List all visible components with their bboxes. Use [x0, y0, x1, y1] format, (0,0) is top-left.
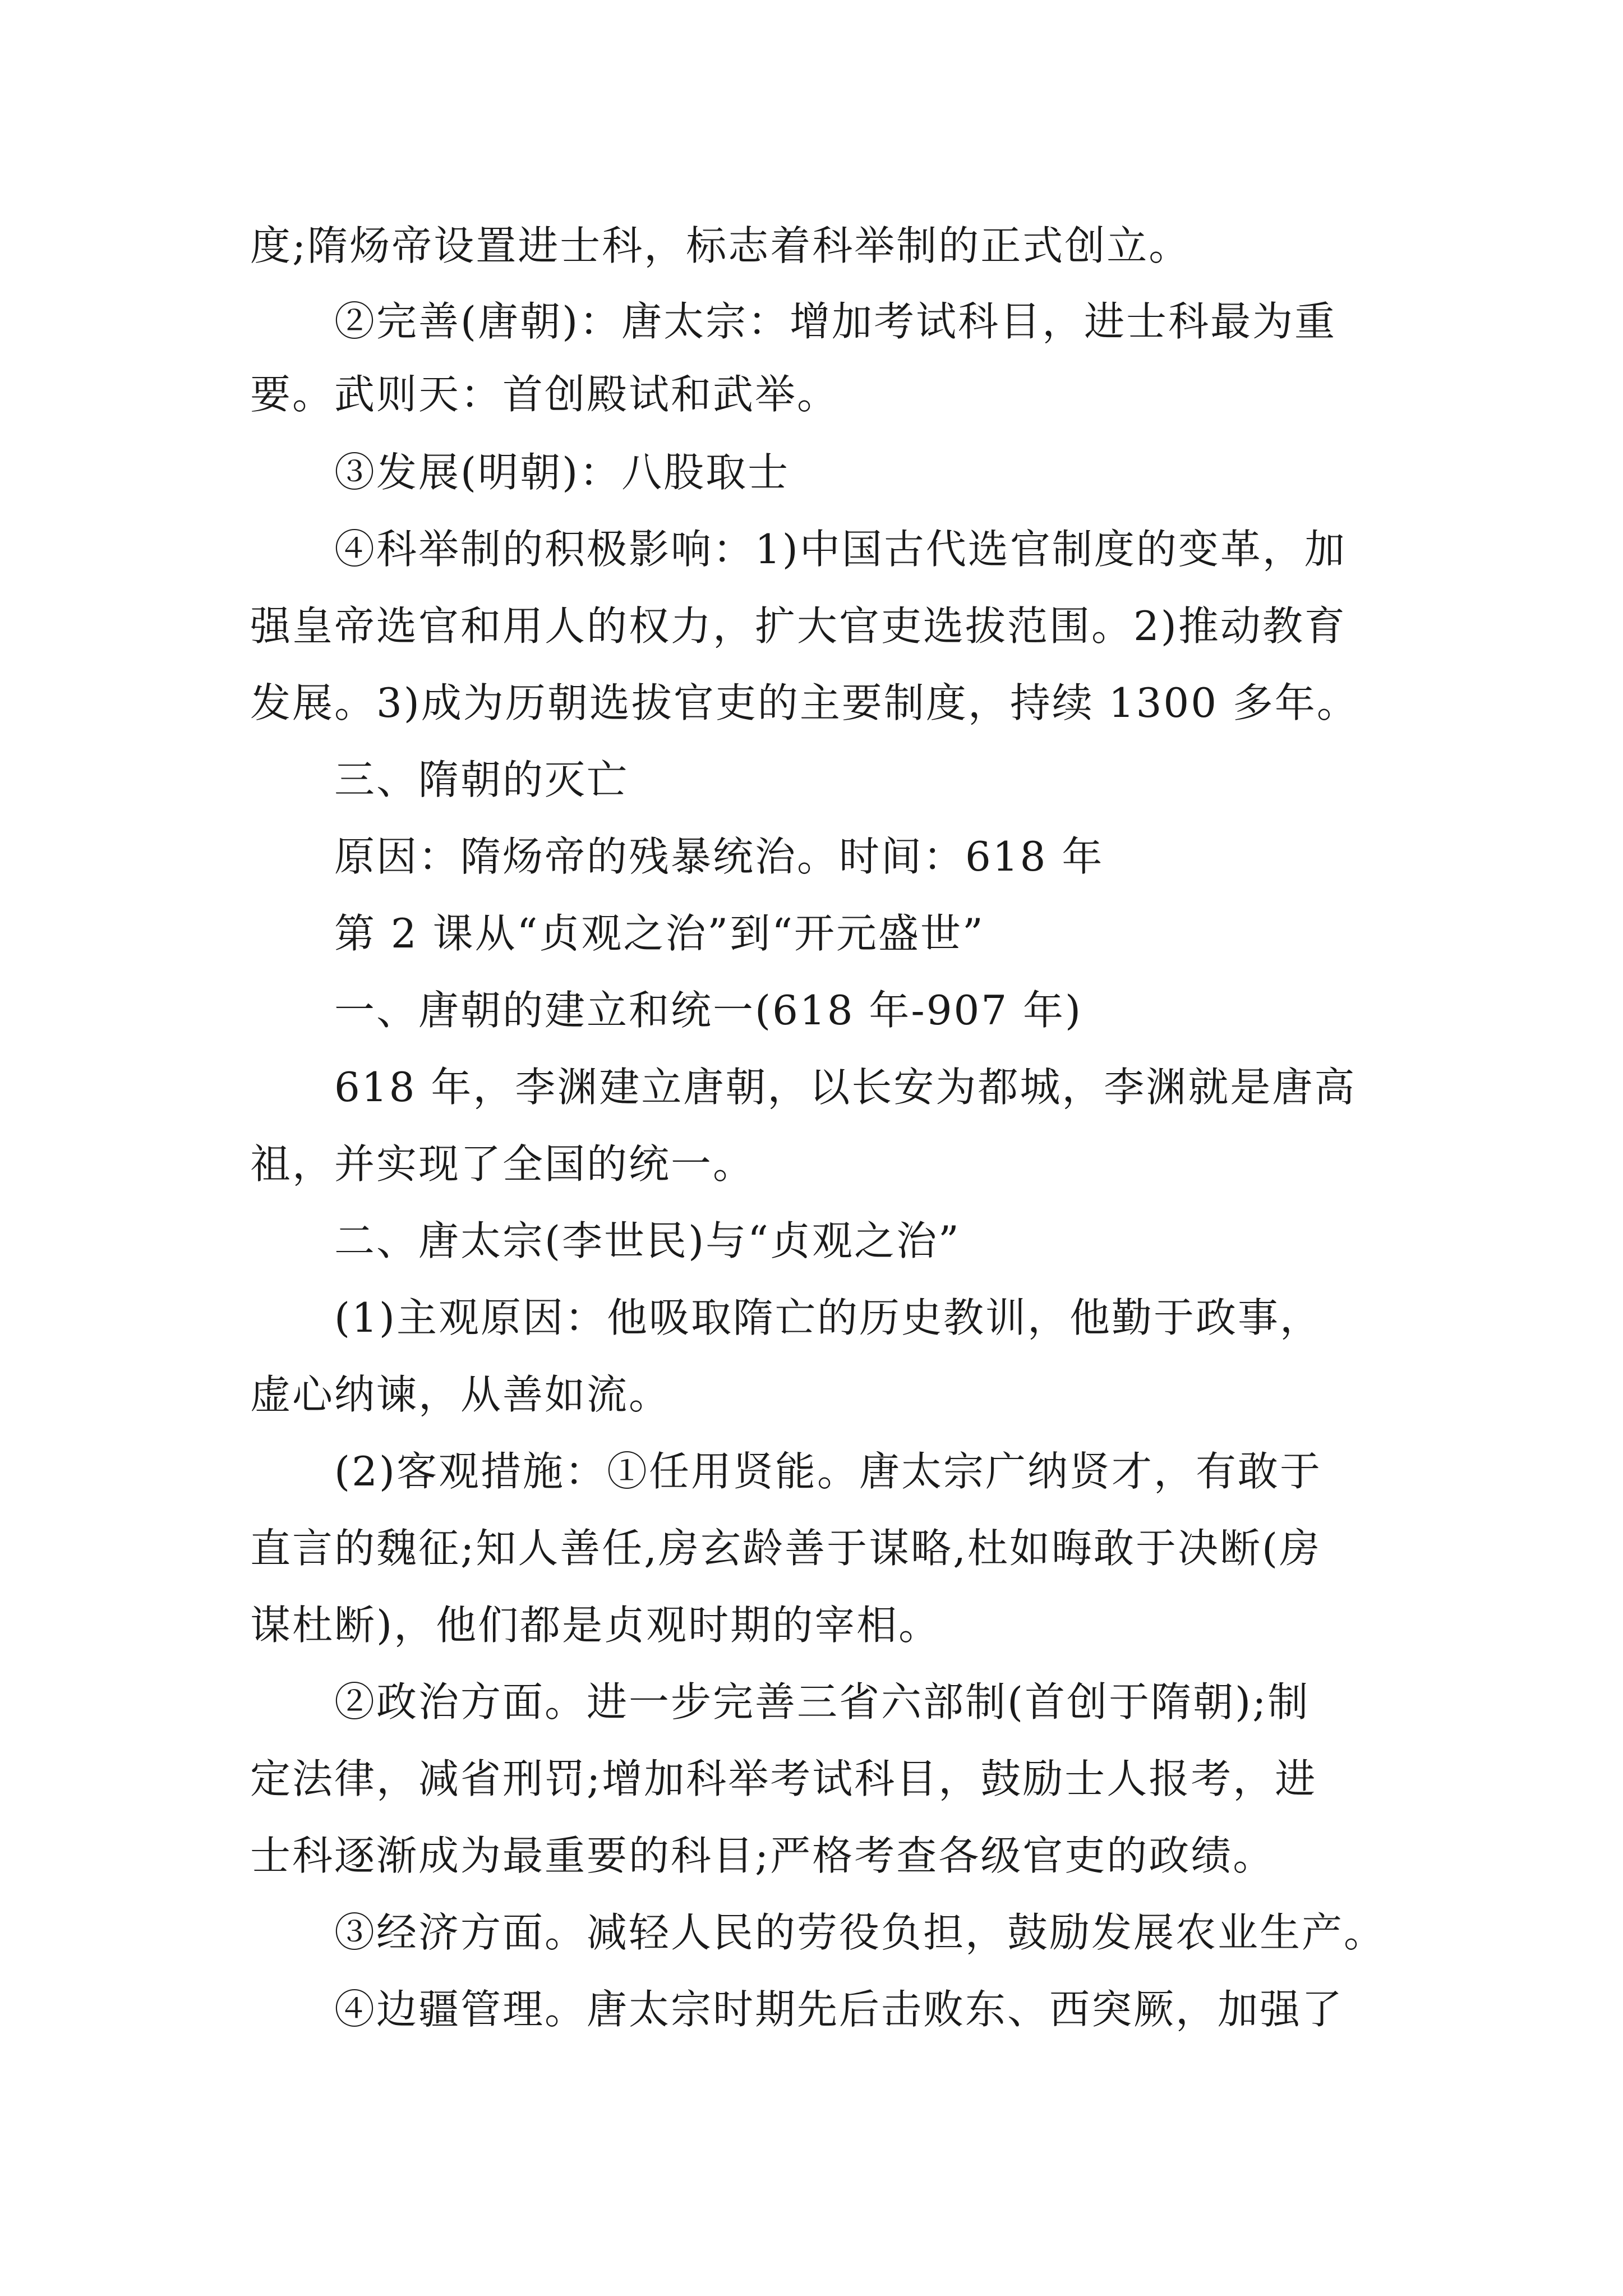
section-heading: 二、唐太宗(李世民)与“贞观之治”: [334, 1217, 961, 1264]
text-line: 士科逐渐成为最重要的科目;严格考查各级官吏的政绩。: [250, 1832, 1275, 1879]
text-line: (2)客观措施：①任用贤能。唐太宗广纳贤才，有敢于: [334, 1448, 1322, 1495]
text-line: 直言的魏征;知人善任,房玄龄善于谋略,杜如晦敢于决断(房: [250, 1525, 1322, 1572]
text-line: 定法律，减省刑罚;增加科举考试科目，鼓励士人报考，进: [250, 1755, 1317, 1802]
lesson-title: 第 2 课从“贞观之治”到“开元盛世”: [334, 910, 985, 957]
text-line: ④边疆管理。唐太宗时期先后击败东、西突厥，加强了: [334, 1986, 1344, 2033]
text-line: 虚心纳谏，从善如流。: [250, 1371, 671, 1418]
section-heading: 一、唐朝的建立和统一(618 年-907 年): [334, 987, 1083, 1034]
text-line: 度;隋炀帝设置进士科，标志着科举制的正式创立。: [250, 222, 1191, 269]
text-line: 发展。3)成为历朝选拔官吏的主要制度，持续 1300 多年。: [250, 679, 1359, 726]
text-line: ②政治方面。进一步完善三省六部制(首创于隋朝);制: [334, 1678, 1310, 1726]
text-line: 要。武则天：首创殿试和武举。: [250, 371, 840, 418]
text-line: ③经济方面。减轻人民的劳役负担，鼓励发展农业生产。: [334, 1909, 1386, 1956]
text-line: 祖，并实现了全国的统一。: [250, 1140, 755, 1188]
section-heading: 三、隋朝的灭亡: [334, 756, 629, 803]
text-line: 618 年，李渊建立唐朝，以长安为都城，李渊就是唐高: [334, 1064, 1357, 1111]
text-line: ③发展(明朝)：八股取士: [334, 449, 790, 496]
text-line: (1)主观原因：他吸取隋亡的历史教训，他勤于政事，: [334, 1294, 1322, 1341]
text-line: 强皇帝选官和用人的权力，扩大官吏选拔范围。2)推动教育: [250, 602, 1347, 650]
text-line: 原因：隋炀帝的残暴统治。时间：618 年: [334, 833, 1104, 880]
text-line: ②完善(唐朝)：唐太宗：增加考试科目，进士科最为重: [334, 298, 1337, 345]
text-line: ④科举制的积极影响：1)中国古代选官制度的变革，加: [334, 526, 1347, 573]
text-line: 谋杜断)，他们都是贞观时期的宰相。: [250, 1602, 941, 1649]
